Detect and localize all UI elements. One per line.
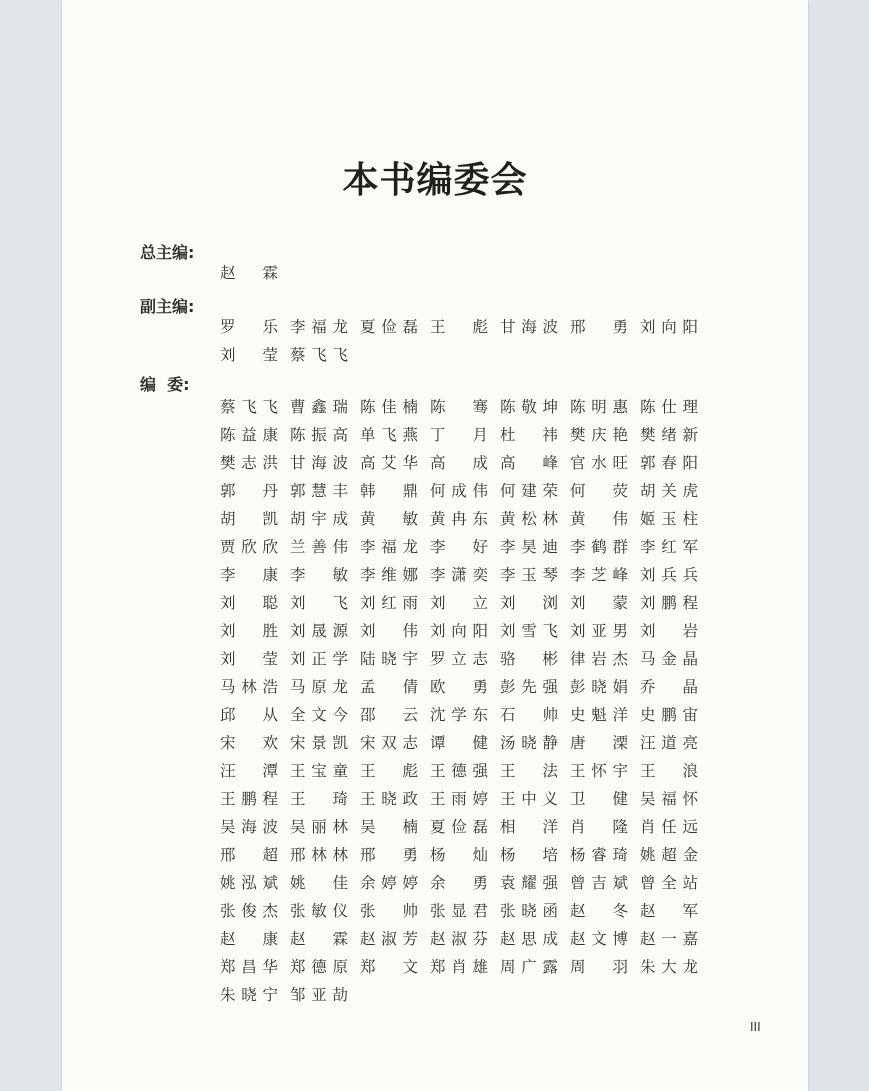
- person-name: 宋欢: [220, 734, 278, 752]
- person-name: 李鹤群: [570, 538, 628, 556]
- page-number: III: [750, 1020, 761, 1034]
- person-name: 宋双志: [360, 734, 418, 752]
- deputy-editors-label: 副主编:: [140, 297, 195, 316]
- person-name: 蔡飞飞: [290, 346, 348, 364]
- person-name: 王法: [500, 762, 558, 780]
- person-name: 刘飞: [290, 594, 348, 612]
- person-name: 彭先强: [500, 678, 558, 696]
- person-name: 张帅: [360, 902, 418, 920]
- person-name: 胡关虎: [640, 482, 698, 500]
- person-name: 孟倩: [360, 678, 418, 696]
- person-name: 刘立: [430, 594, 488, 612]
- person-name: 陈振高: [290, 426, 348, 444]
- person-name: 罗立志: [430, 650, 488, 668]
- person-name: 单飞燕: [360, 426, 418, 444]
- person-name: 刘胜: [220, 622, 278, 640]
- person-name: 相洋: [500, 818, 558, 836]
- person-name: 丁月: [430, 426, 488, 444]
- person-name: 史魁洋: [570, 706, 628, 724]
- person-name: 刘向阳: [430, 622, 488, 640]
- person-name: 刘蒙: [570, 594, 628, 612]
- person-name: 陈敬坤: [500, 398, 558, 416]
- person-name: 郭慧丰: [290, 482, 348, 500]
- person-name: 汪潭: [220, 762, 278, 780]
- person-name: 王彪: [360, 762, 418, 780]
- person-name: 高艾华: [360, 454, 418, 472]
- person-name: 王鹏程: [220, 790, 278, 808]
- person-name: 周羽: [570, 958, 628, 976]
- person-name: 夏俭磊: [360, 318, 418, 336]
- person-name: 何建荣: [500, 482, 558, 500]
- person-name: 黄伟: [570, 510, 628, 528]
- person-name: 高峰: [500, 454, 558, 472]
- person-name: 马林浩: [220, 678, 278, 696]
- person-name: 王宝童: [290, 762, 348, 780]
- person-name: 刘伟: [360, 622, 418, 640]
- person-name: 黄冉东: [430, 510, 488, 528]
- page-title: 本书编委会: [342, 159, 528, 201]
- person-name: 郭春阳: [640, 454, 698, 472]
- person-name: 余勇: [430, 874, 488, 892]
- person-name: 赵一嘉: [640, 930, 698, 948]
- person-name: 李福龙: [360, 538, 418, 556]
- person-name: 赵冬: [570, 902, 628, 920]
- person-name: 杨培: [500, 846, 558, 864]
- person-name: 夏俭磊: [430, 818, 488, 836]
- person-name: 李福龙: [290, 318, 348, 336]
- person-name: 陆晓宇: [360, 650, 418, 668]
- person-name: 王德强: [430, 762, 488, 780]
- person-name: 张显君: [430, 902, 488, 920]
- person-name: 肖任远: [640, 818, 698, 836]
- person-name: 邢勇: [360, 846, 418, 864]
- person-name: 赵思成: [500, 930, 558, 948]
- person-name: 曹鑫瑞: [290, 398, 348, 416]
- person-name: 刘正学: [290, 650, 348, 668]
- person-name: 黄敏: [360, 510, 418, 528]
- person-name: 吴福怀: [640, 790, 698, 808]
- person-name: 张俊杰: [220, 902, 278, 920]
- person-name: 邵云: [360, 706, 418, 724]
- person-name: 汪道亮: [640, 734, 698, 752]
- person-name: 李维娜: [360, 566, 418, 584]
- person-name: 朱晓宁: [220, 986, 278, 1004]
- person-name: 史鹏宙: [640, 706, 698, 724]
- person-name: 马金晶: [640, 650, 698, 668]
- person-name: 邢林林: [290, 846, 348, 864]
- person-name: 赵淑芬: [430, 930, 488, 948]
- person-name: 韩鼎: [360, 482, 418, 500]
- person-name: 姚超金: [640, 846, 698, 864]
- person-name: 曾吉斌: [570, 874, 628, 892]
- person-name: 何成伟: [430, 482, 488, 500]
- person-name: 王中义: [500, 790, 558, 808]
- person-name: 张晓函: [500, 902, 558, 920]
- person-name: 胡凯: [220, 510, 278, 528]
- person-name: 朱大龙: [640, 958, 698, 976]
- person-name: 陈益康: [220, 426, 278, 444]
- person-name: 樊庆艳: [570, 426, 628, 444]
- person-name: 彭晓娟: [570, 678, 628, 696]
- person-name: 樊绪新: [640, 426, 698, 444]
- person-name: 汤晓静: [500, 734, 558, 752]
- person-name: 律岩杰: [570, 650, 628, 668]
- person-name: 何荧: [570, 482, 628, 500]
- person-name: 邢超: [220, 846, 278, 864]
- person-name: 刘浏: [500, 594, 558, 612]
- person-name: 赵文博: [570, 930, 628, 948]
- person-name: 姬玉柱: [640, 510, 698, 528]
- person-name: 李康: [220, 566, 278, 584]
- person-name: 刘聪: [220, 594, 278, 612]
- person-name: 李潇奕: [430, 566, 488, 584]
- deputy-editors-list: [220, 313, 710, 369]
- committee-members-label: 编 委:: [140, 375, 190, 394]
- person-name: 刘晟源: [290, 622, 348, 640]
- person-name: 郑文: [360, 958, 418, 976]
- person-name: 袁耀强: [500, 874, 558, 892]
- person-name: 樊志洪: [220, 454, 278, 472]
- person-name: 张敏仪: [290, 902, 348, 920]
- person-name: 邱从: [220, 706, 278, 724]
- person-name: 黄松林: [500, 510, 558, 528]
- person-name: 杜祎: [500, 426, 558, 444]
- person-name: 郭丹: [220, 482, 278, 500]
- person-name: 石帅: [500, 706, 558, 724]
- person-name: 李红军: [640, 538, 698, 556]
- person-name: 官水旺: [570, 454, 628, 472]
- person-name: 杨睿琦: [570, 846, 628, 864]
- person-name: 王怀宇: [570, 762, 628, 780]
- person-name: 甘海波: [290, 454, 348, 472]
- person-name: 卫健: [570, 790, 628, 808]
- person-name: 王彪: [430, 318, 488, 336]
- person-name: 李昊迪: [500, 538, 558, 556]
- person-name: 姚佳: [290, 874, 348, 892]
- scan-left-margin: [0, 0, 62, 1091]
- chief-editor-label: 总主编:: [140, 243, 195, 262]
- person-name: 乔晶: [640, 678, 698, 696]
- person-name: 郑昌华: [220, 958, 278, 976]
- person-name: 沈学东: [430, 706, 488, 724]
- person-name: 刘红雨: [360, 594, 418, 612]
- person-name: 周广露: [500, 958, 558, 976]
- person-name: 肖隆: [570, 818, 628, 836]
- person-name: 李好: [430, 538, 488, 556]
- person-name: 王浪: [640, 762, 698, 780]
- person-name: 陈骞: [430, 398, 488, 416]
- person-name: 高成: [430, 454, 488, 472]
- person-name: 李敏: [290, 566, 348, 584]
- person-name: 杨灿: [430, 846, 488, 864]
- person-name: 陈明惠: [570, 398, 628, 416]
- document-page: [62, 0, 808, 1091]
- person-name: 兰善伟: [290, 538, 348, 556]
- person-name: 刘莹: [220, 346, 278, 364]
- person-name: 骆彬: [500, 650, 558, 668]
- chief-editor-list: [220, 259, 710, 287]
- person-name: 陈仕理: [640, 398, 698, 416]
- person-name: 刘雪飞: [500, 622, 558, 640]
- person-name: 宋景凯: [290, 734, 348, 752]
- person-name: 赵淑芳: [360, 930, 418, 948]
- committee-members-list: [220, 393, 710, 1009]
- person-name: 甘海波: [500, 318, 558, 336]
- person-name: 刘鹏程: [640, 594, 698, 612]
- person-name: 赵军: [640, 902, 698, 920]
- person-name: 全文今: [290, 706, 348, 724]
- person-name: 郑德原: [290, 958, 348, 976]
- person-name: 刘岩: [640, 622, 698, 640]
- person-name: 姚泓斌: [220, 874, 278, 892]
- person-name: 马原龙: [290, 678, 348, 696]
- person-name: 邢勇: [570, 318, 628, 336]
- person-name: 谭健: [430, 734, 488, 752]
- person-name: 胡宇成: [290, 510, 348, 528]
- person-name: 罗乐: [220, 318, 278, 336]
- person-name: 刘向阳: [640, 318, 698, 336]
- person-name: 王晓政: [360, 790, 418, 808]
- person-name: 刘莹: [220, 650, 278, 668]
- person-name: 刘兵兵: [640, 566, 698, 584]
- person-name: 吴丽林: [290, 818, 348, 836]
- person-name: 赵康: [220, 930, 278, 948]
- person-name: 李芝峰: [570, 566, 628, 584]
- person-name: 吴楠: [360, 818, 418, 836]
- person-name: 刘亚男: [570, 622, 628, 640]
- person-name: 贾欣欣: [220, 538, 278, 556]
- person-name: 李玉琴: [500, 566, 558, 584]
- person-name: 郑肖雄: [430, 958, 488, 976]
- person-name: 曾全站: [640, 874, 698, 892]
- person-name: 王琦: [290, 790, 348, 808]
- person-name: 赵霖: [220, 264, 278, 282]
- person-name: 欧勇: [430, 678, 488, 696]
- person-name: 王雨婷: [430, 790, 488, 808]
- person-name: 余婷婷: [360, 874, 418, 892]
- scan-right-margin: [808, 0, 869, 1091]
- person-name: 陈佳楠: [360, 398, 418, 416]
- person-name: 赵霖: [290, 930, 348, 948]
- person-name: 吴海波: [220, 818, 278, 836]
- person-name: 蔡飞飞: [220, 398, 278, 416]
- person-name: 邹亚劼: [290, 986, 348, 1004]
- person-name: 唐溧: [570, 734, 628, 752]
